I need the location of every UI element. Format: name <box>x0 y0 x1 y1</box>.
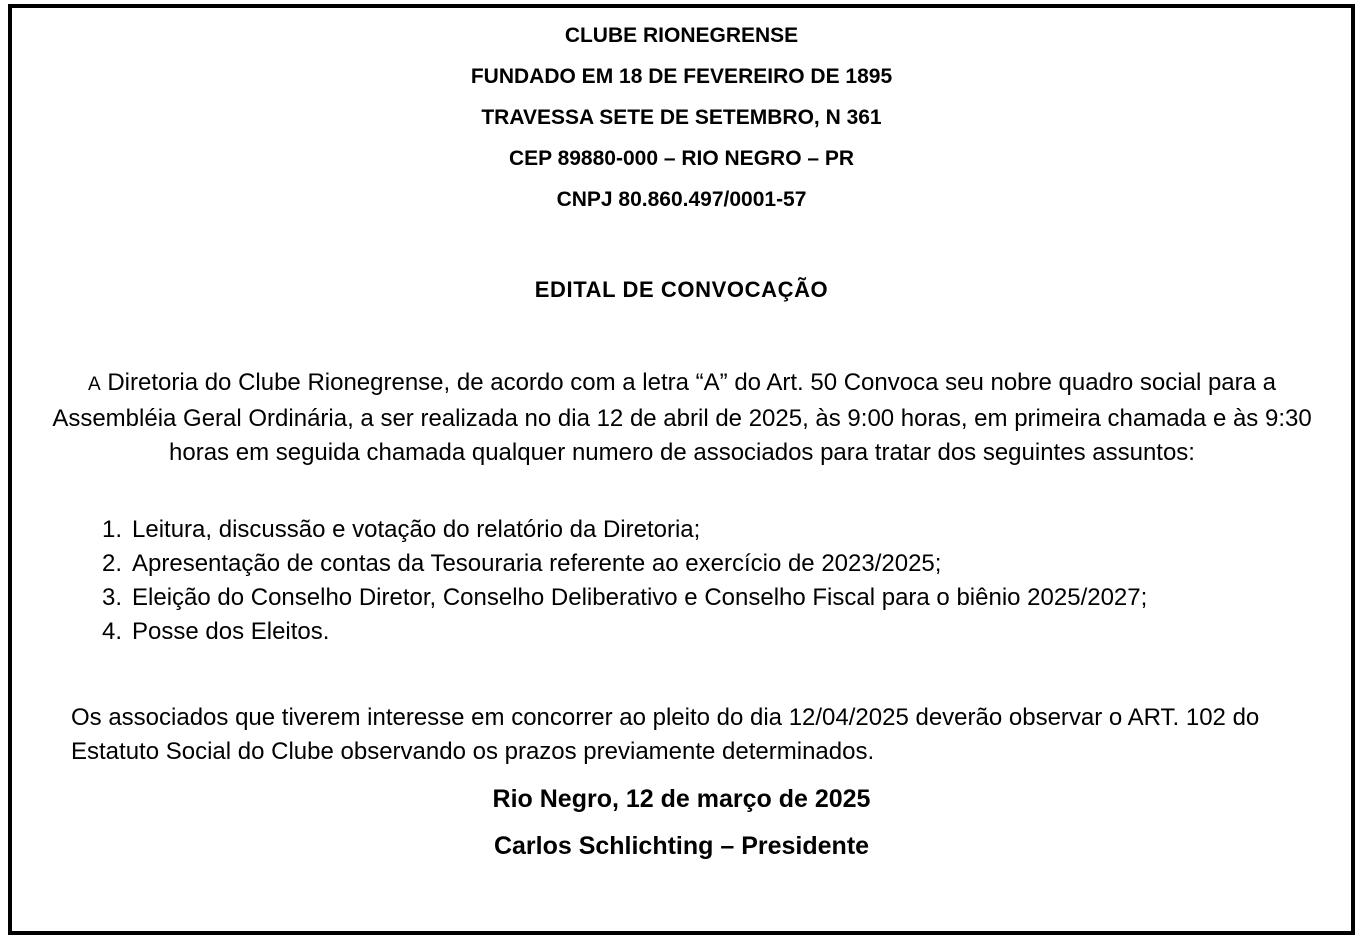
agenda-item-number: 2. <box>102 550 123 577</box>
agenda-item-text: Posse dos Eleitos. <box>132 618 330 645</box>
place-date: Rio Negro, 12 de março de 2025 <box>492 785 871 813</box>
intro-text: Diretoria do Clube Rionegrense, de acordo com a letra “A” do Art. 50 Convoca seu nobre quadro social para a Assembléia Geral Ordinária, a ser realizada no dia 12 de abril de 2025, às 9:00 horas, em primeira chamada e às 9:30 horas em seguida chamada qualquer numero de associados para tratar dos seguintes assuntos: <box>52 369 1312 466</box>
closing-paragraph: Os associados que tiverem interesse em concorrer ao pleito do dia 12/04/2025 deverão observar o ART. 102 do Estatuto Social do Clube observando os prazos previamente determinados. <box>71 704 1260 765</box>
agenda-item-number: 4. <box>102 618 123 645</box>
cnpj: CNPJ 80.860.497/0001-57 <box>556 188 807 211</box>
agenda-item <box>72 547 1272 581</box>
cep-city: CEP 89880-000 – RIO NEGRO – PR <box>508 147 855 170</box>
agenda-item-text: Leitura, discussão e votação do relatório da Diretoria; <box>132 516 701 543</box>
agenda-item <box>72 513 1272 547</box>
club-name: CLUBE RIONEGRENSE <box>564 24 799 47</box>
edital-title: EDITAL DE CONVOCAÇÃO <box>534 277 829 302</box>
agenda-item <box>72 615 1272 649</box>
intro-first-letter: A <box>87 374 101 395</box>
signature: Carlos Schlichting – Presidente <box>493 832 870 860</box>
agenda-list <box>72 513 1272 649</box>
intro-paragraph <box>52 366 1312 470</box>
club-address: TRAVESSA SETE DE SETEMBRO, N 361 <box>481 106 882 129</box>
agenda-item-text: Eleição do Conselho Diretor, Conselho Deliberativo e Conselho Fiscal para o biênio 2025/2027; <box>132 584 1148 611</box>
agenda-item <box>72 581 1272 615</box>
document-frame <box>8 4 1355 935</box>
agenda-item-number: 1. <box>102 516 123 543</box>
agenda-item-number: 3. <box>102 584 123 611</box>
agenda-item-text: Apresentação de contas da Tesouraria referente ao exercício de 2023/2025; <box>132 550 942 577</box>
founded-date: FUNDADO EM 18 DE FEVEREIRO DE 1895 <box>470 65 893 88</box>
